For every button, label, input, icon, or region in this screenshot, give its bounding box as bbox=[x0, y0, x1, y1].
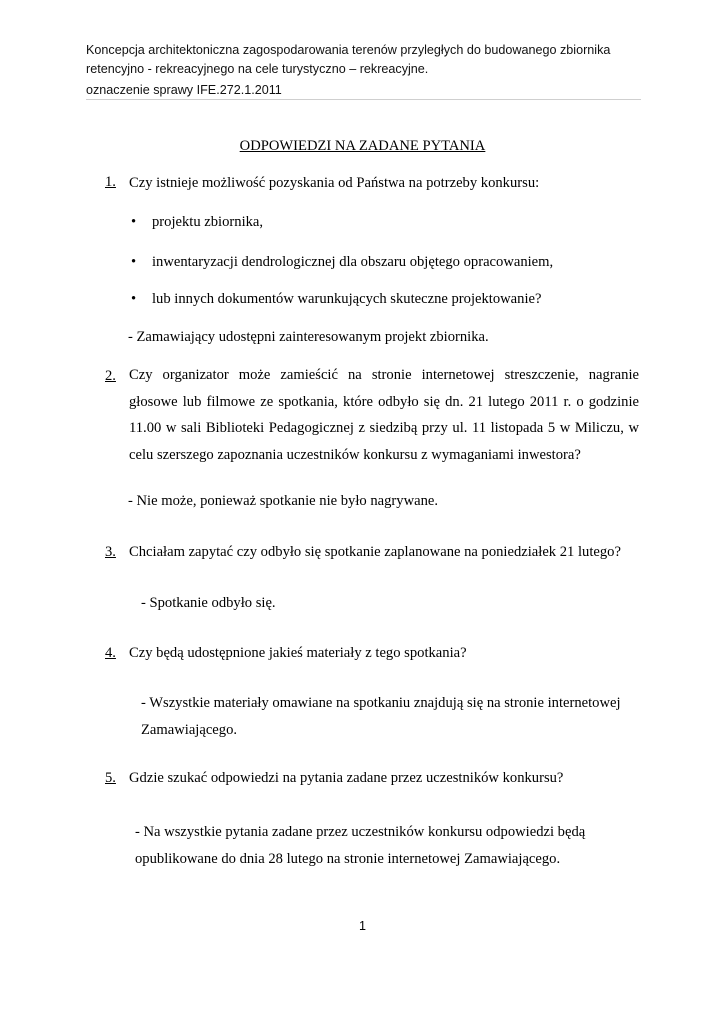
page-number: 1 bbox=[358, 919, 366, 933]
header-title-line-1: Koncepcja architektoniczna zagospodarowania terenów przyległych do budowanego zbiornika bbox=[86, 43, 611, 57]
item-2-number: 2. bbox=[105, 368, 116, 384]
bullet-icon: • bbox=[131, 214, 137, 230]
item-1-bullet-1: projektu zbiornika, bbox=[152, 214, 264, 230]
document-title: ODPOWIEDZI NA ZADANE PYTANIA bbox=[239, 138, 486, 154]
bullet-icon: • bbox=[131, 254, 137, 270]
item-4-answer: - Wszystkie materiały omawiane na spotkaniu znajdują się na stronie internetowej Zamawiającego. bbox=[141, 695, 621, 738]
item-1-question: Czy istnieje możliwość pozyskania od Państwa na potrzeby konkursu: bbox=[129, 175, 540, 191]
item-3-question: Chciałam zapytać czy odbyło się spotkanie zaplanowane na poniedziałek 21 lutego? bbox=[129, 544, 621, 560]
item-1-answer: - Zamawiający udostępni zainteresowanym projekt zbiornika. bbox=[128, 329, 489, 345]
item-2-question: Czy organizator może zamieścić na stronie internetowej streszczenie, nagranie głosowe lub filmowe ze spotkania, które odbyło się dn. 21 lutego 2011 r. o godzinie 11.00 w sali Biblioteki Pedagogicznej z siedzibą przy ul. 11 listopada 5 w Miliczu, w celu szerszego zapoznania uczestników konkursu z wymaganiami inwestora? bbox=[129, 367, 639, 463]
item-1-bullet-3: lub innych dokumentów warunkujących skuteczne projektowanie? bbox=[152, 291, 542, 307]
item-4-number: 4. bbox=[105, 645, 116, 661]
item-1-number: 1. bbox=[105, 174, 116, 190]
bullet-icon: • bbox=[131, 291, 137, 307]
item-5-question: Gdzie szukać odpowiedzi na pytania zadane przez uczestników konkursu? bbox=[129, 770, 564, 786]
item-5-answer: - Na wszystkie pytania zadane przez uczestników konkursu odpowiedzi będą opublikowane do dnia 28 lutego na stronie internetowej Zamawiającego. bbox=[135, 824, 586, 867]
header-title-line-2: retencyjno - rekreacyjnego na cele turystyczno – rekreacyjne. bbox=[86, 62, 429, 76]
header-divider bbox=[86, 99, 641, 100]
item-3-answer: - Spotkanie odbyło się. bbox=[141, 595, 276, 611]
item-3-number: 3. bbox=[105, 544, 116, 560]
item-2-answer: - Nie może, ponieważ spotkanie nie było nagrywane. bbox=[128, 493, 439, 509]
header-case-reference: oznaczenie sprawy IFE.272.1.2011 bbox=[86, 83, 282, 97]
item-5-number: 5. bbox=[105, 770, 116, 786]
item-1-bullet-2: inwentaryzacji dendrologicznej dla obszaru objętego opracowaniem, bbox=[152, 254, 554, 270]
item-4-question: Czy będą udostępnione jakieś materiały z tego spotkania? bbox=[129, 645, 467, 661]
